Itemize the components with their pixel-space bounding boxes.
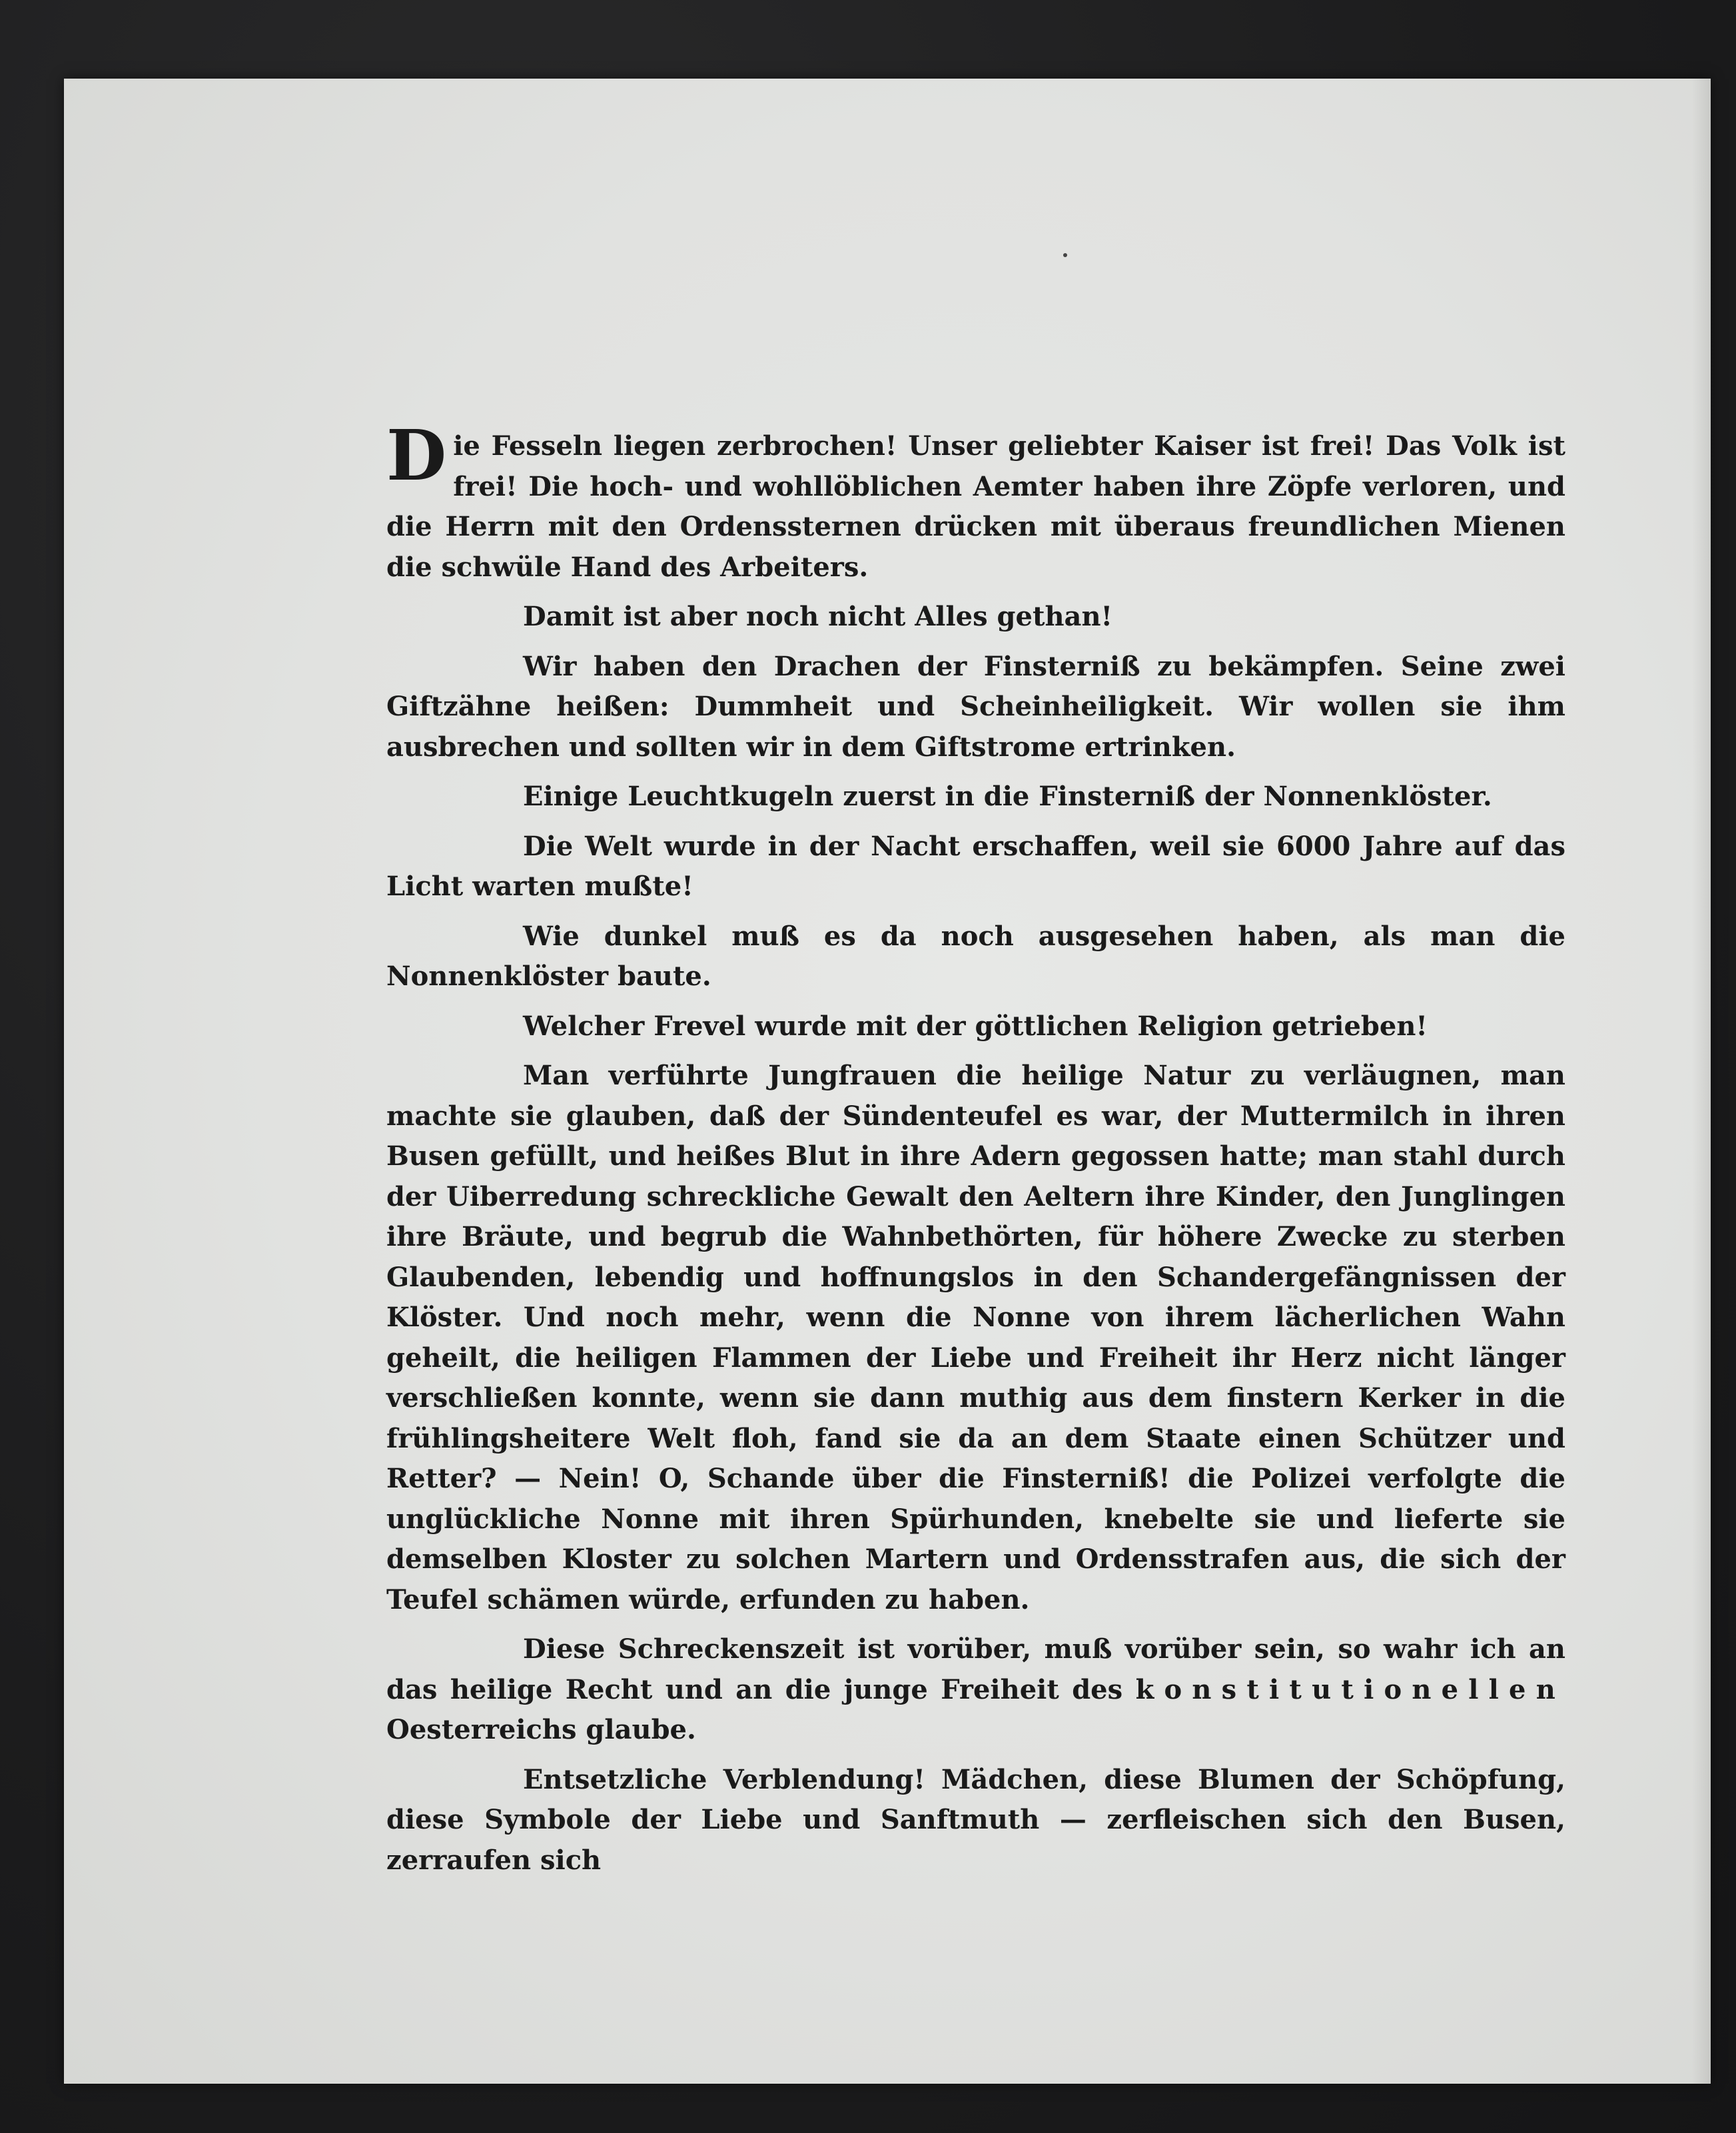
drop-cap: D [386,414,447,496]
paragraph-text: ie Fesseln liegen zerbrochen! Unser geliebter Kaiser ist frei! Das Volk ist frei! Die hoch- und wohllöblichen Aemter haben ihre Zöpfe verloren, und die Herrn mit den Ordenssternen drücken mit überaus freundlichen Mienen die schwüle Hand des Arbeiters. [386,430,1565,583]
paragraph: Welcher Frevel wurde mit der göttlichen Religion getrieben! [523,1010,1428,1042]
paragraph-text: Diese Schreckenszeit ist vorüber, muß vorüber sein, so wahr ich an das heilige Recht und an die junge Freiheit des [386,1633,1565,1705]
spaced-emphasis: konstitutionellen [1135,1673,1565,1705]
paragraph [386,1629,1565,1751]
ink-speck [1063,253,1067,257]
paragraph-text: Oesterreichs glaube. [386,1714,696,1745]
paragraph-opening [386,414,1565,588]
paragraph: Entsetzliche Verblendung! Mädchen, diese Blumen der Schöpfung, diese Symbole der Liebe und Sanftmuth — zerfleischen sich den Busen, zerraufen sich [386,1763,1565,1876]
paragraph: Einige Leuchtkugeln zuerst in die Finsterniß der Nonnenklöster. [523,781,1492,812]
page-edge-shadow [1692,79,1711,2084]
paragraph: Man verführte Jungfrauen die heilige Natur zu verläugnen, man machte sie glauben, daß der Sündenteufel es war, der Muttermilch in ihren Busen gefüllt, und heißes Blut in ihre Adern gegossen hatte; man stahl durch der Uiberredung schreckliche Gewalt den Aeltern ihre Kinder, den Junglingen ihre Bräute, und begrub die Wahnbethörten, für höhere Zwecke zu sterben Glaubenden, lebendig und hoffnungslos in den Schandergefängnissen der Klöster. Und noch mehr, wenn die Nonne von ihrem lächerlichen Wahn geheilt, die heiligen Flammen der Liebe und Freiheit ihr Herz nicht länger verschließen konnte, wenn sie dann muthig aus dem finstern Kerker in die frühlingsheitere Welt floh, fand sie da an dem Staate einen Schützer und Retter? — Nein! O, Schande über die Finsterniß! die Polizei verfolgte die unglückliche Nonne mit ihren Spürhunden, knebelte sie und lieferte sie demselben Kloster zu solchen Martern und Ordensstrafen aus, die sich der Teufel schämen würde, erfunden zu haben. [386,1060,1565,1615]
document-body [386,414,1565,1890]
paragraph: Wir haben den Drachen der Finsterniß zu bekämpfen. Seine zwei Giftzähne heißen: Dummheit und Scheinheiligkeit. Wir wollen sie ihm ausbrechen und sollten wir in dem Giftstrome ertrinken. [386,650,1565,763]
paragraph: Wie dunkel muß es da noch ausgesehen haben, als man die Nonnenklöster baute. [386,920,1565,992]
paragraph: Die Welt wurde in der Nacht erschaffen, weil sie 6000 Jahre auf das Licht warten mußte! [386,830,1565,902]
paragraph: Damit ist aber noch nicht Alles gethan! [523,601,1113,632]
